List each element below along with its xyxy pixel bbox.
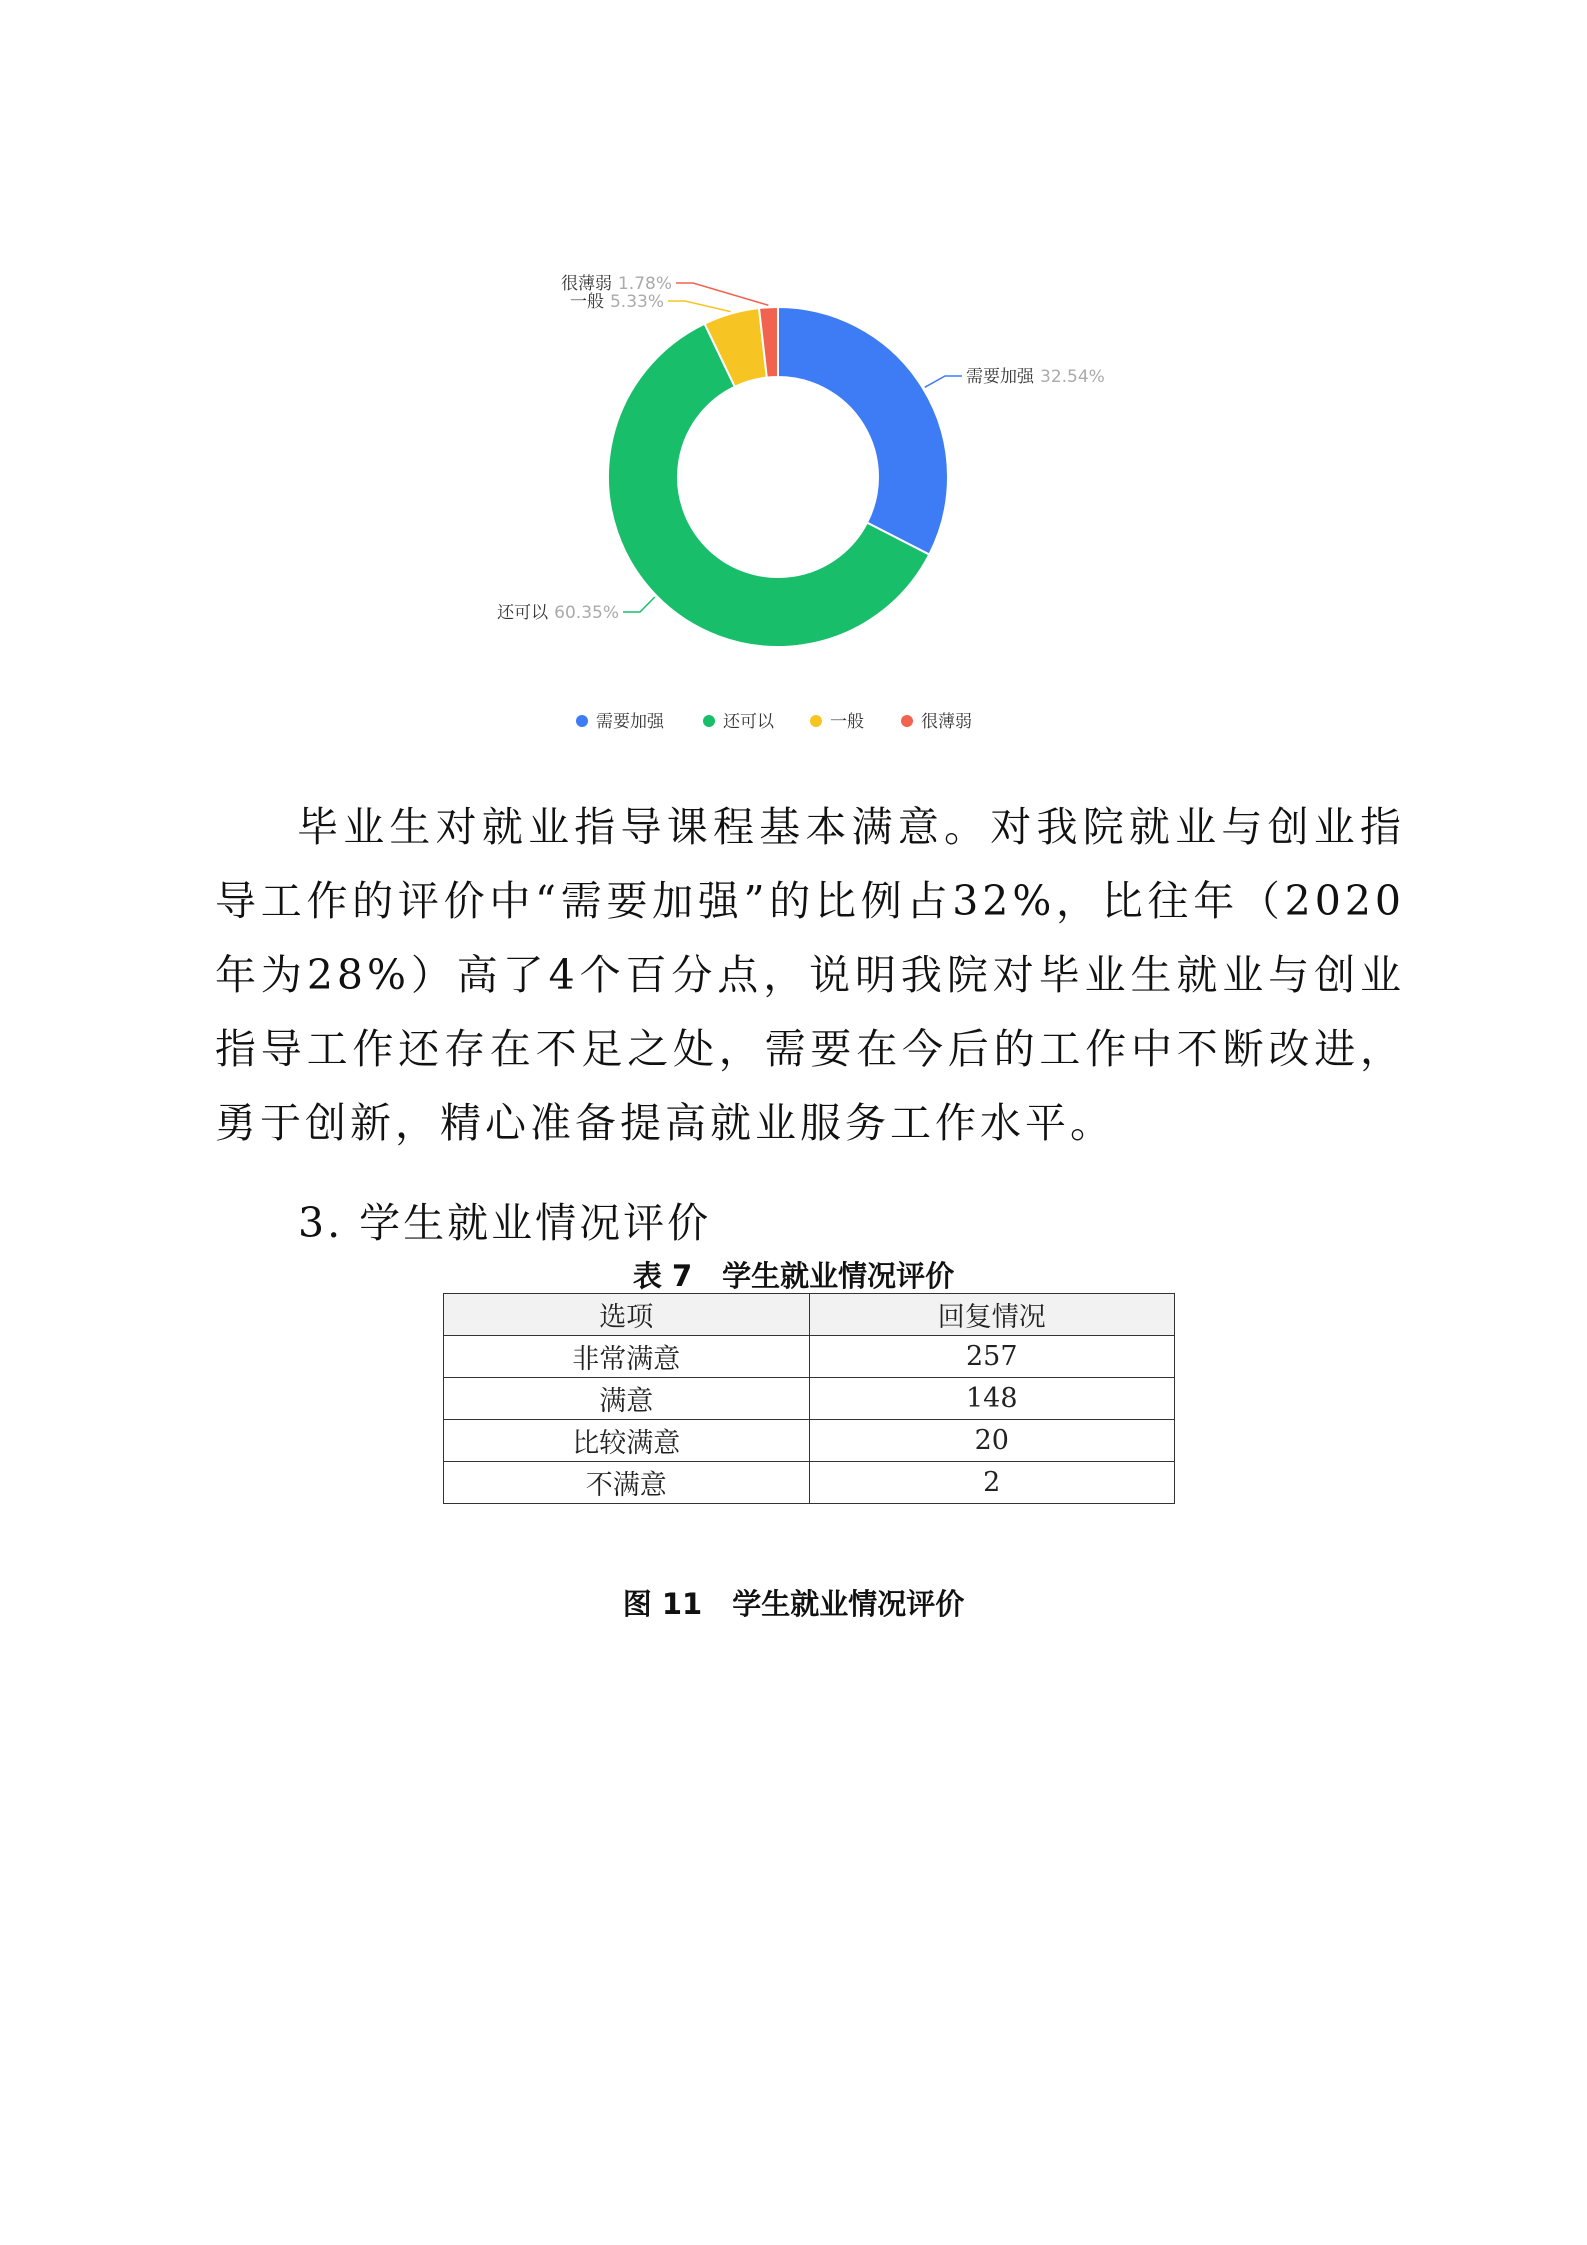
table-header-row (444, 1294, 1175, 1336)
legend-label-0: 需要加强 (596, 712, 664, 730)
section-heading: 3. 学生就业情况评价 (298, 1199, 712, 1247)
paragraph-text: 毕业生对就业指导课程基本满意。对我院就业与创业指导工作的评价中“需要加强”的比例占32%，比往年（2020年为28%）高了4个百分点，说明我院对毕业生就业与创业指导工作还存在不足之处，需要在今后的工作中不断改进，勇于创新，精心准备提高就业服务工作水平。 (215, 803, 1405, 1147)
legend-marker-0 (576, 715, 588, 727)
leader-line-1 (623, 597, 655, 612)
table-cell: 满意 (444, 1378, 810, 1420)
legend-marker-3 (901, 715, 913, 727)
table-row (444, 1420, 1175, 1462)
donut-chart (470, 260, 1150, 730)
table-caption-title: 学生就业情况评价 (722, 1259, 955, 1293)
table-cell: 257 (809, 1336, 1175, 1378)
table-caption-number: 表 7 (632, 1259, 693, 1293)
figure-caption-number: 图 11 (622, 1587, 703, 1621)
column-header: 回复情况 (809, 1294, 1175, 1336)
legend-label-3: 很薄弱 (921, 712, 972, 730)
table-cell: 比较满意 (444, 1420, 810, 1462)
table-cell: 非常满意 (444, 1336, 810, 1378)
legend-label-1: 还可以 (723, 712, 774, 730)
table-cell: 148 (809, 1378, 1175, 1420)
table-row (444, 1378, 1175, 1420)
legend-marker-2 (810, 715, 822, 727)
table-cell: 20 (809, 1420, 1175, 1462)
satisfaction-table (443, 1293, 1175, 1504)
leader-line-2 (668, 301, 731, 312)
table-row (444, 1336, 1175, 1378)
legend-label-2: 一般 (830, 712, 864, 730)
table-cell: 2 (809, 1462, 1175, 1504)
slice-label-2: 一般 5.33% (569, 292, 664, 312)
slice-label-1: 还可以 60.35% (497, 603, 619, 623)
figure-caption-title: 学生就业情况评价 (732, 1587, 965, 1621)
body-paragraph (215, 790, 1405, 1160)
legend-marker-1 (703, 715, 715, 727)
slice-label-0: 需要加强 32.54% (966, 367, 1105, 387)
table-caption (0, 1254, 1587, 1295)
leader-line-0 (925, 376, 962, 387)
slice-label-3: 很薄弱 1.78% (560, 274, 672, 294)
table-row (444, 1462, 1175, 1504)
column-header: 选项 (444, 1294, 810, 1336)
figure-caption (0, 1582, 1587, 1623)
donut-slice-0 (778, 307, 948, 555)
table-cell: 不满意 (444, 1462, 810, 1504)
